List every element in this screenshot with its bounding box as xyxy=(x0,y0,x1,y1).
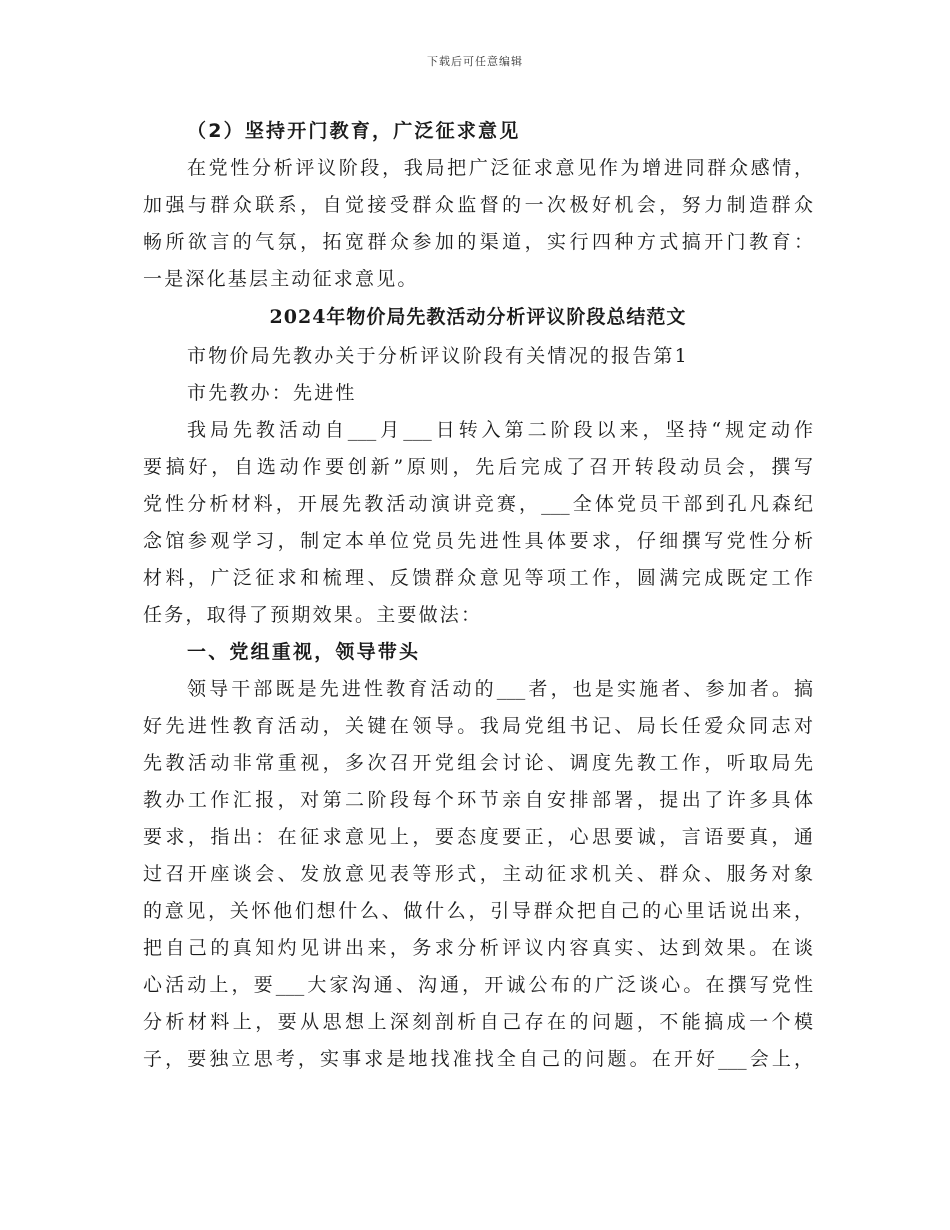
paragraph-line: 一是深化基层主动征求意见。 xyxy=(143,268,419,290)
paragraph-line: 分析材料上，要从思想上深刻剖析自己存在的问题，不能搞成一个模 xyxy=(143,1011,813,1033)
paragraph-line: 要求，指出：在征求意见上，要态度要正，心思要诚，言语要真，通 xyxy=(143,826,813,848)
document-body xyxy=(143,113,813,1078)
paragraph-line: 要搞好，自选动作要创新”原则，先后完成了召开转段动员会，撰写 xyxy=(143,456,813,478)
paragraph-line: 畅所欲言的气氛，拓宽群众参加的渠道，实行四种方式搞开门教育： xyxy=(143,231,813,253)
paragraph-line: 子，要独立思考，实事求是地找准找全自己的问题。在开好___会上， xyxy=(143,1048,813,1070)
paragraph-line: 把自己的真知灼见讲出来，务求分析评议内容真实、达到效果。在谈 xyxy=(143,937,813,959)
paragraph-line: 党性分析材料，开展先教活动演讲竞赛，___全体党员干部到孔凡森纪 xyxy=(143,493,813,515)
section-heading-leadership: 一、党组重视，领导带头 xyxy=(187,641,421,663)
addressee-line: 市先教办：先进性 xyxy=(187,382,357,404)
paragraph-line: 好先进性教育活动，关键在领导。我局党组书记、局长任爱众同志对 xyxy=(143,715,813,737)
paragraph-line: 任务，取得了预期效果。主要做法： xyxy=(143,604,483,626)
header-note: 下载后可任意编辑 xyxy=(427,55,523,68)
section-heading-open-education: （2）坚持开门教育，广泛征求意见 xyxy=(187,120,521,142)
paragraph-line: 教办工作汇报，对第二阶段每个环节亲自安排部署，提出了许多具体 xyxy=(143,789,813,811)
paragraph-line: 过召开座谈会、发放意见表等形式，主动征求机关、群众、服务对象 xyxy=(143,863,813,885)
paragraph-line: 在党性分析评议阶段，我局把广泛征求意见作为增进同群众感情， xyxy=(187,157,813,179)
paragraph-line: 材料，广泛征求和梳理、反馈群众意见等项工作，圆满完成既定工作 xyxy=(143,567,813,589)
paragraph-line: 先教活动非常重视，多次召开党组会讨论、调度先教工作，听取局先 xyxy=(143,752,813,774)
paragraph-line: 的意见，关怀他们想什么、做什么，引导群众把自己的心里话说出来， xyxy=(143,900,813,922)
paragraph-line: 我局先教活动自___月___日转入第二阶段以来，坚持“规定动作 xyxy=(187,419,813,441)
article-title: 2024年物价局先教活动分析评议阶段总结范文 xyxy=(269,306,687,328)
paragraph-line: 心活动上，要___大家沟通、沟通，开诚公布的广泛谈心。在撰写党性 xyxy=(143,974,813,996)
report-line: 市物价局先教办关于分析评议阶段有关情况的报告第1 xyxy=(187,345,689,367)
paragraph-line: 领导干部既是先进性教育活动的___者，也是实施者、参加者。搞 xyxy=(187,678,813,700)
paragraph-line: 加强与群众联系，自觉接受群众监督的一次极好机会，努力制造群众 xyxy=(143,194,813,216)
paragraph-line: 念馆参观学习，制定本单位党员先进性具体要求，仔细撰写党性分析 xyxy=(143,530,813,552)
